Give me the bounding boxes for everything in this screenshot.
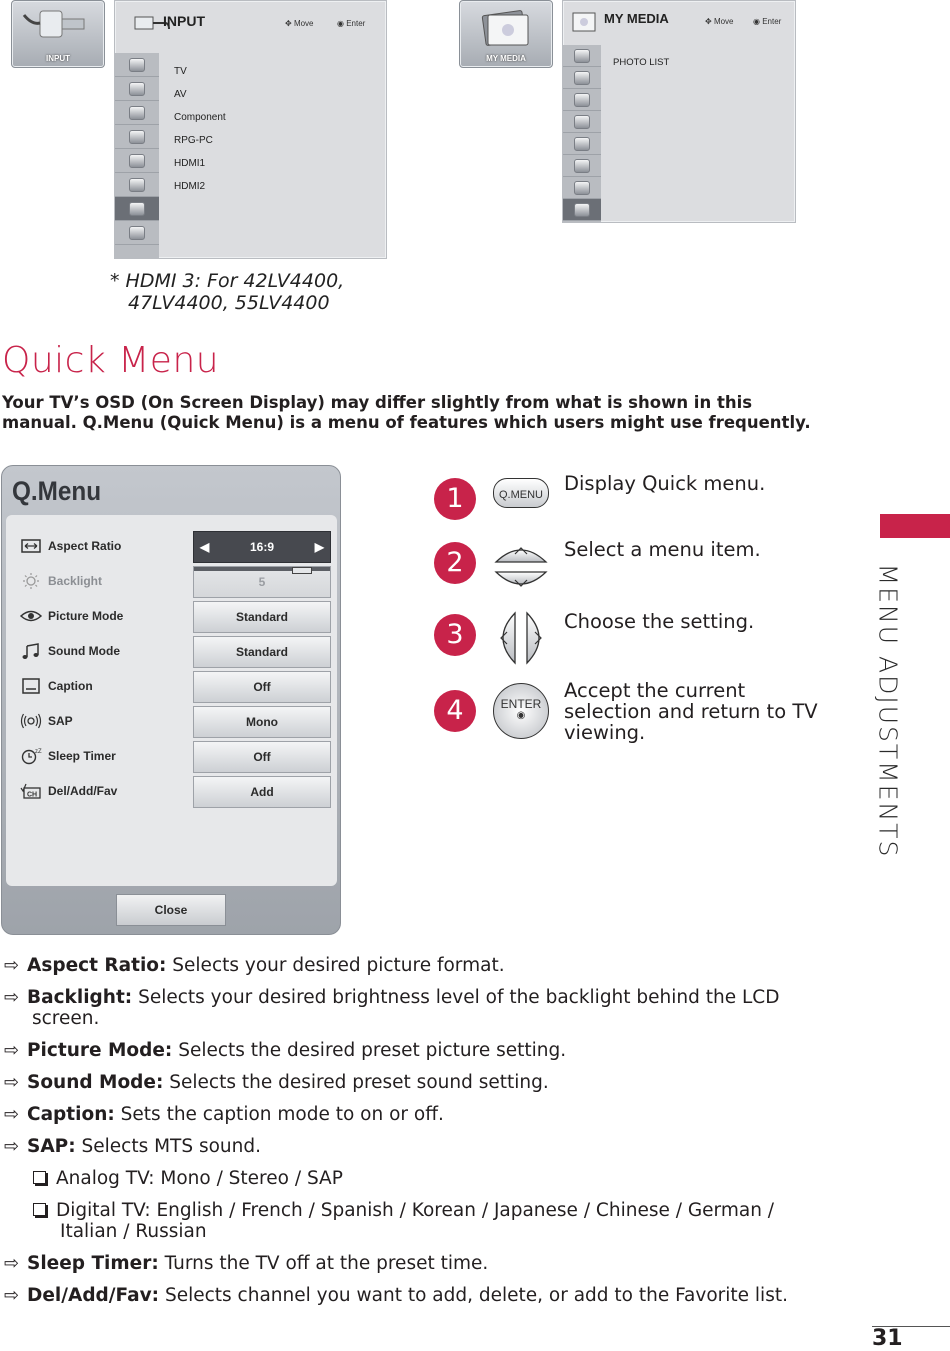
del-add-fav-value[interactable]: Add xyxy=(193,776,331,808)
qmenu-panel xyxy=(1,465,341,935)
step-number: 1 xyxy=(434,478,476,520)
description-sub-item: Analog TV: Mono / Stereo / SAP xyxy=(2,1168,852,1189)
step-number: 3 xyxy=(434,614,476,656)
input-icon xyxy=(129,202,145,216)
picture-icon xyxy=(574,71,590,85)
qmenu-row-aspect-ratio[interactable]: Aspect Ratio ◀ 16:9 ▶ xyxy=(6,529,337,564)
my-media-thumbnail-label: MY MEDIA xyxy=(486,54,526,63)
input-cable-icon xyxy=(12,1,104,53)
input-source-item[interactable]: Component xyxy=(174,112,226,123)
qmenu-title: Q.Menu xyxy=(12,476,102,506)
page-number: 31 xyxy=(872,1326,903,1351)
my-media-thumbnail xyxy=(459,0,553,68)
description-item: ⇨ Aspect Ratio: Selects your desired picture format. xyxy=(4,955,505,976)
aspect-ratio-icon xyxy=(20,537,42,555)
page-title: Quick Menu xyxy=(2,340,220,381)
qmenu-row-sound-mode[interactable]: Sound Mode Standard xyxy=(6,634,337,669)
description-item: ⇨ SAP: Selects MTS sound. xyxy=(4,1136,262,1157)
section-side-label: MENU ADJUSTMENTS xyxy=(873,563,903,859)
description-item: ⇨ Sound Mode: Selects the desired preset sound setting. xyxy=(4,1072,549,1093)
description-item: ⇨ Backlight: Selects your desired brightness level of the backlight behind the LCD screen. xyxy=(4,987,780,1029)
step-text: Accept the current selection and return to TV viewing. xyxy=(564,679,818,744)
intro-paragraph: Your TV’s OSD (On Screen Display) may differ slightly from what is shown in this manual. Q.Menu (Quick Menu) is a menu of features which users might use frequently. xyxy=(2,393,811,432)
my-media-category-rail xyxy=(563,45,601,222)
svg-text:zZ: zZ xyxy=(35,749,42,755)
sound-mode-value[interactable]: Standard xyxy=(193,636,331,668)
sleep-timer-value[interactable]: Off xyxy=(193,741,331,773)
svg-text:CH: CH xyxy=(27,791,38,799)
qmenu-row-sap[interactable]: SAP Mono xyxy=(6,704,337,739)
lock-icon xyxy=(574,159,590,173)
step-text: Select a menu item. xyxy=(564,538,761,561)
input-osd-title: INPUT xyxy=(163,13,205,29)
input-icon xyxy=(574,181,590,195)
sap-value[interactable]: Mono xyxy=(193,706,331,738)
sap-icon xyxy=(20,712,42,730)
hdmi-note: * HDMI 3: For 42LV4400, 47LV4400, 55LV4400 xyxy=(110,270,345,314)
my-media-list xyxy=(613,51,669,74)
move-hint: ✥ Move xyxy=(285,19,314,28)
input-source-item[interactable]: HDMI1 xyxy=(174,158,206,169)
description-sub-item: Digital TV: English / French / Spanish / Korean / Japanese / Chinese / German / Italian / Russian xyxy=(2,1200,852,1242)
lock-icon xyxy=(129,178,145,192)
eye-icon xyxy=(20,607,42,625)
briefcase-icon xyxy=(129,154,145,168)
media-icon xyxy=(574,203,590,217)
step-text: Choose the setting. xyxy=(564,610,755,633)
qmenu-remote-button: Q.MENU xyxy=(493,478,549,508)
caption-icon xyxy=(20,677,42,695)
media-icon xyxy=(129,226,145,240)
input-source-item[interactable]: HDMI2 xyxy=(174,181,206,192)
description-item: ⇨ Del/Add/Fav: Selects channel you want to add, delete, or add to the Favorite list. xyxy=(4,1285,788,1306)
enter-hint: ◉ Enter xyxy=(753,17,782,26)
antenna-icon xyxy=(574,49,590,63)
aspect-ratio-value[interactable]: ◀ 16:9 ▶ xyxy=(193,531,331,563)
input-source-item[interactable]: RPG-PC xyxy=(174,135,213,146)
qmenu-row-backlight[interactable]: Backlight 5 xyxy=(6,564,337,599)
description-item: ⇨ Caption: Sets the caption mode to on or off. xyxy=(4,1104,444,1125)
checkbox-bullet-icon xyxy=(33,1171,46,1184)
move-hint: ✥ Move xyxy=(705,17,734,26)
input-source-item[interactable]: TV xyxy=(174,66,187,77)
enter-hint: ◉ Enter xyxy=(337,19,366,28)
input-source-item[interactable]: AV xyxy=(174,89,187,100)
enter-remote-button: ENTER ◉ xyxy=(493,683,549,739)
input-osd-panel xyxy=(114,0,387,259)
picture-icon xyxy=(129,82,145,96)
qmenu-row-caption[interactable]: Caption Off xyxy=(6,669,337,704)
description-item: ⇨ Sleep Timer: Turns the TV off at the preset time. xyxy=(4,1253,489,1274)
briefcase-icon xyxy=(574,137,590,151)
clock-icon xyxy=(574,115,590,129)
close-button[interactable]: Close xyxy=(116,894,226,926)
qmenu-row-sleep-timer[interactable]: zZ Sleep Timer Off xyxy=(6,739,337,774)
left-right-keys-icon xyxy=(493,610,549,666)
photo-icon xyxy=(460,1,552,53)
up-down-keys-icon xyxy=(493,540,549,594)
input-thumbnail-label: INPUT xyxy=(46,54,70,63)
photo-icon xyxy=(569,7,599,37)
backlight-icon xyxy=(20,572,42,590)
photo-list-item[interactable]: PHOTO LIST xyxy=(613,57,670,68)
input-source-list xyxy=(174,60,226,198)
audio-icon xyxy=(574,93,590,107)
feature-description-list xyxy=(2,955,852,1317)
antenna-icon xyxy=(129,58,145,72)
qmenu-row-picture-mode[interactable]: Picture Mode Standard xyxy=(6,599,337,634)
input-thumbnail xyxy=(11,0,105,68)
sleep-timer-icon xyxy=(20,747,42,765)
description-item: ⇨ Picture Mode: Selects the desired preset picture setting. xyxy=(4,1040,567,1061)
qmenu-row-del-add-fav[interactable]: CH Del/Add/Fav Add xyxy=(6,774,337,809)
step-number: 4 xyxy=(434,690,476,732)
audio-icon xyxy=(129,106,145,120)
caption-value[interactable]: Off xyxy=(193,671,331,703)
music-note-icon xyxy=(20,642,42,660)
picture-mode-value[interactable]: Standard xyxy=(193,601,331,633)
step-number: 2 xyxy=(434,542,476,584)
checkbox-bullet-icon xyxy=(33,1203,46,1216)
clock-icon xyxy=(129,130,145,144)
my-media-osd-title: MY MEDIA xyxy=(604,11,669,26)
input-osd-category-rail xyxy=(115,53,159,258)
my-media-osd-panel xyxy=(562,0,796,223)
section-tab-marker xyxy=(880,514,950,538)
step-text: Display Quick menu. xyxy=(564,472,766,495)
channel-icon xyxy=(20,782,42,800)
backlight-value[interactable]: 5 xyxy=(193,566,331,598)
